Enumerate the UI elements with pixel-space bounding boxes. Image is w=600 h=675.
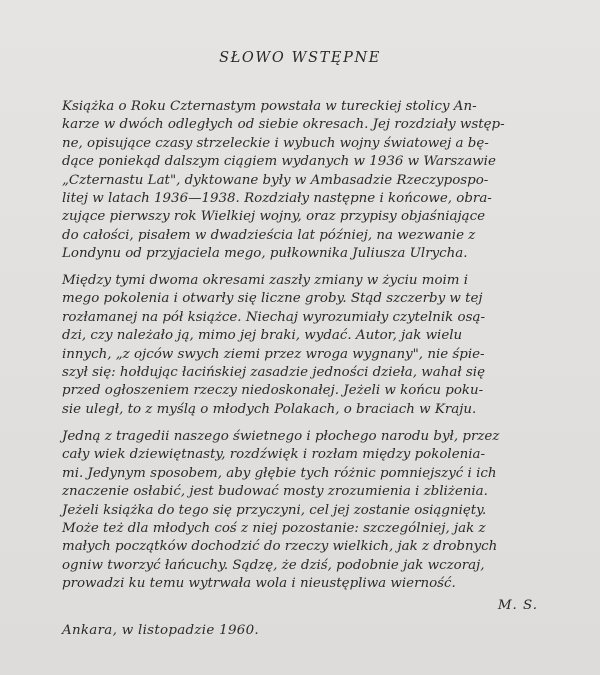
text-line: ne, opisujące czasy strzeleckie i wybuch wojny światowej a bę- — [62, 135, 489, 151]
text-line: dzi, czy należało ją, mimo jej braki, wydać. Autor, jak wielu — [62, 328, 463, 344]
text-line: mego pokolenia i otwarły się liczne groby. Stąd szczerby w tej — [62, 291, 483, 307]
text-line: rozłamanej na pół książce. Niechaj wyrozumiały czytelnik osą- — [62, 309, 485, 325]
author-signature: M. S. — [497, 598, 538, 613]
text-line: Między tymi dwoma okresami zaszły zmiany w życiu moim i — [62, 273, 469, 288]
text-line: Książka o Roku Czternastym powstała w tureckiej stolicy An- — [62, 99, 477, 114]
text-line: sie uległ, to z myślą o młodych Polakach, o braciach w Kraju. — [62, 401, 477, 417]
text-line: „Czternastu Lat", dyktowane były w Ambasadzie Rzeczypospo- — [62, 172, 489, 188]
page-title: SŁOWO WSTĘPNE — [219, 50, 381, 66]
text-line: zujące pierwszy rok Wielkiej wojny, oraz przypisy objaśniające — [62, 209, 486, 225]
text-line: prowadzi ku temu wytrwała wola i nieustępliwa wierność. — [62, 576, 456, 592]
paragraph-1 — [62, 98, 540, 264]
text-line: Jeżeli książka do tego się przyczyni, cel jej zostanie osiągnięty. — [62, 502, 487, 518]
text-line: Może też dla młodych coś z niej pozostanie: szczególniej, jak z — [62, 521, 486, 537]
text-line: cały wiek dziewiętnasty, rozdźwięk i rozłam między pokolenia- — [62, 447, 486, 463]
paragraph-3 — [62, 428, 540, 594]
text-line: znaczenie osłabić, jest budować mosty zrozumienia i zbliżenia. — [62, 484, 488, 500]
text-line: dące poniekąd dalszym ciągiem wydanych w 1936 w Warszawie — [62, 154, 496, 170]
text-line: karze w dwóch odległych od siebie okresach. Jej rozdziały wstęp- — [62, 117, 505, 133]
text-line: szył się: hołdując łacińskiej zasadzie jedności dzieła, wahał się — [62, 365, 486, 381]
place-date: Ankara, w listopadzie 1960. — [62, 623, 259, 638]
text-line: do całości, pisałem w dwadzieścia lat później, na wezwanie z — [62, 227, 476, 243]
paragraph-2 — [62, 272, 540, 419]
text-line: innych, „z ojców swych ziemi przez wroga wygnany", nie śpie- — [62, 346, 485, 362]
text-line: litej w latach 1936—1938. Rozdziały następne i końcowe, obra- — [62, 191, 492, 207]
text-line: Jedną z tragedii naszego świetnego i płochego narodu był, przez — [62, 429, 500, 444]
text-line: Londynu od przyjaciela mego, pułkownika Juliusza Ulrycha. — [62, 246, 468, 262]
text-line: przed ogłoszeniem rzeczy niedoskonałej. Jeżeli w końcu poku- — [62, 383, 484, 399]
text-line: ogniw tworzyć łańcuchy. Sądzę, że dziś, podobnie jak wczoraj, — [62, 557, 485, 573]
text-line: mi. Jedynym sposobem, aby głębie tych różnic pomniejszyć i ich — [62, 465, 497, 481]
text-line: małych początków dochodzić do rzeczy wielkich, jak z drobnych — [62, 539, 498, 555]
